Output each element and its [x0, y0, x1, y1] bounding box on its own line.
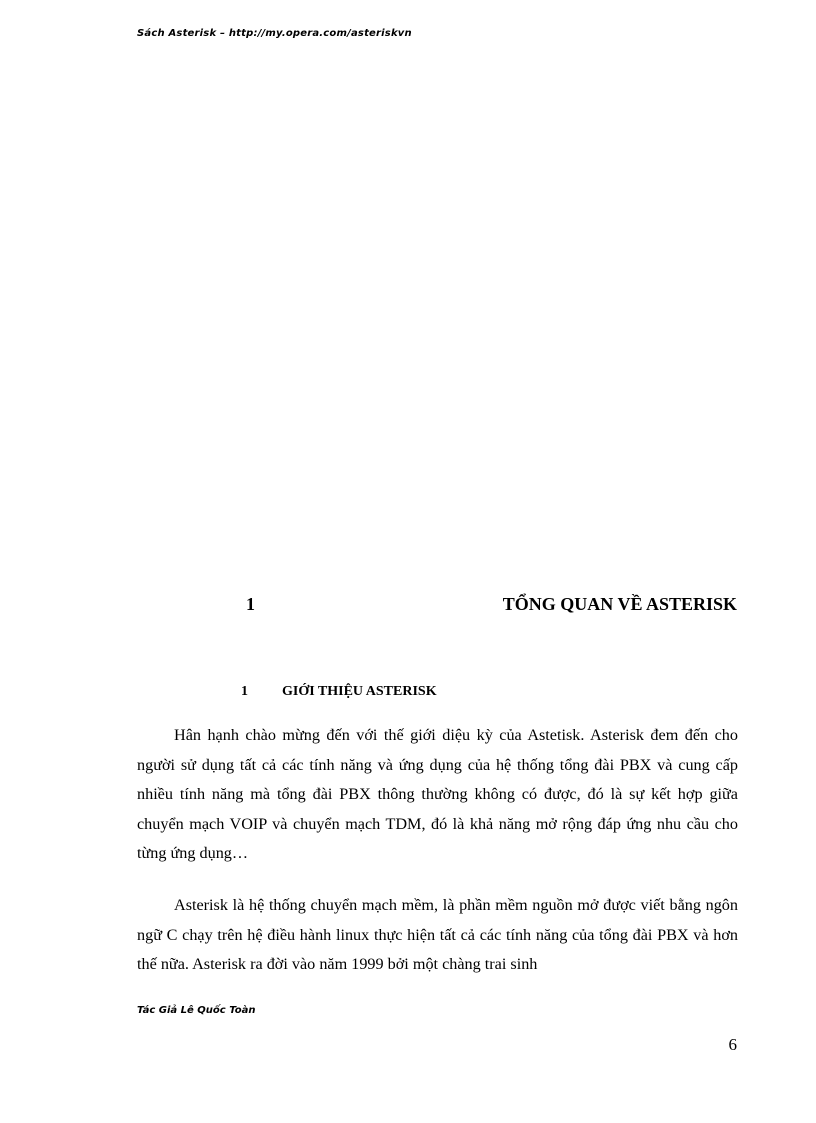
- running-header: Sách Asterisk – http://my.opera.com/asteriskvn: [137, 28, 412, 39]
- running-footer: Tác Giả Lê Quốc Toàn: [137, 1005, 256, 1016]
- body-paragraph-1: Hân hạnh chào mừng đến với thế giới diệu kỳ của Astetisk. Asterisk đem đến cho người sử dụng tất cả các tính năng và ứng dụng của hệ thống tổng đài PBX và cung cấp nhiều tính năng mà tổng đài PBX thông thường không có được, đó là sự kết hợp giữa chuyển mạch VOIP và chuyển mạch TDM, đó là khả năng mở rộng đáp ứng nhu cầu cho từng ứng dụng…: [137, 726, 738, 862]
- section-number: 1: [241, 684, 248, 699]
- chapter-title: TỔNG QUAN VỀ ASTERISK: [502, 594, 737, 614]
- body-paragraph-2: Asterisk là hệ thống chuyển mạch mềm, là phần mềm nguồn mở được viết bằng ngôn ngữ C chạy trên hệ điều hành linux thực hiện tất cả các tính năng của tổng đài PBX và hơn thế nữa. Asterisk ra đời vào năm 1999 bởi một chàng trai sinh: [137, 896, 738, 973]
- page-number: 6: [728, 1035, 737, 1054]
- chapter-number: 1: [246, 594, 255, 614]
- section-title: GIỚI THIỆU ASTERISK: [282, 684, 437, 699]
- section-heading: [241, 684, 437, 700]
